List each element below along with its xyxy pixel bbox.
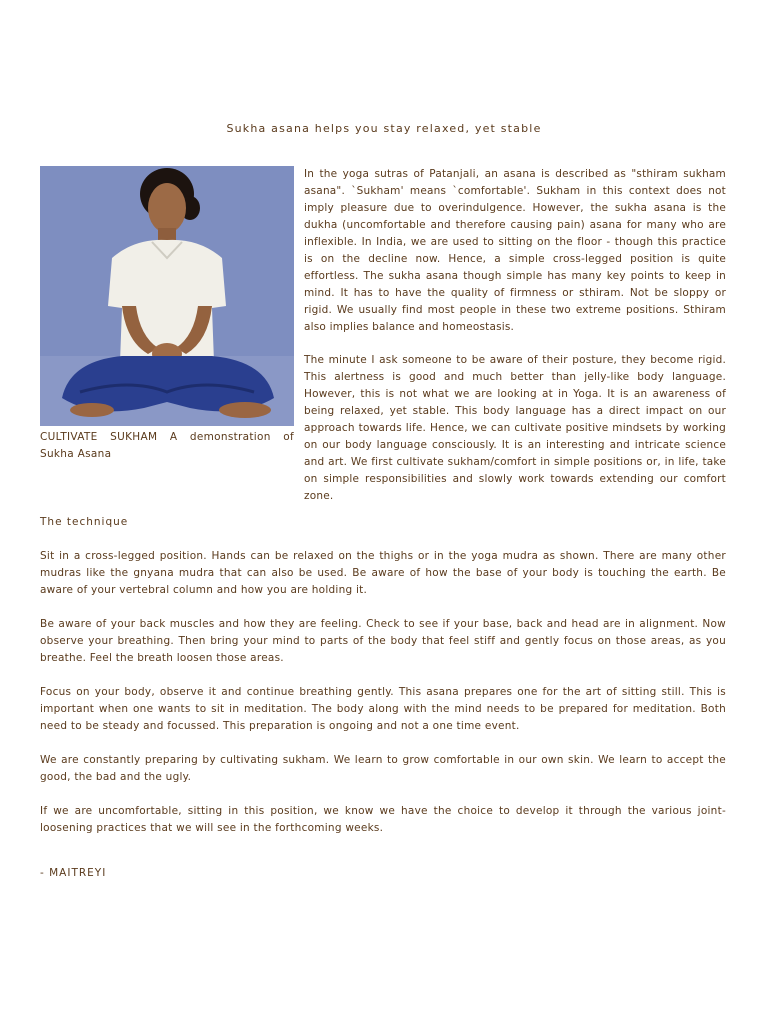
technique-paragraph-4: We are constantly preparing by cultivating sukham. We learn to grow comfortable in our own skin. We learn to accept the good, the bad and the ugly. <box>40 754 726 783</box>
article-subtitle: Sukha asana helps you stay relaxed, yet stable <box>226 122 542 135</box>
intro-paragraph-1: In the yoga sutras of Patanjali, an asana is described as "sthiram sukham asana". `Sukham' means `comfortable'. Sukham in this context does not imply pleasure due to overindulgence. However, the sukha asana is the dukha (uncomfortable and therefore causing pain) asana for many who are inflexible. In India, we are used to sitting on the floor - though this practice is on the decline now. Hence, a simple cross-legged position is quite effortless. The sukha asana though simple has many key points to keep in mind. It has to have the quality of firmness or sthiram. Not be sloppy or rigid. We usually find most people in these two extreme positions. Sthiram also implies balance and homeostasis. <box>304 168 726 333</box>
photo-caption: CULTIVATE SUKHAM A demonstration of Sukha Asana <box>40 431 294 460</box>
intro-text <box>304 166 726 521</box>
technique-paragraph-3: Focus on your body, observe it and continue breathing gently. This asana prepares one for the art of sitting still. This is important when one wants to sit in meditation. The body along with the mind needs to be prepared for meditation. Both need to be steady and focussed. This preparation is ongoing and not a one time event. <box>40 686 726 732</box>
technique-heading: The technique <box>40 516 129 528</box>
technique-paragraph-5: If we are uncomfortable, sitting in this position, we know we have the choice to develop it through the various joint-loosening practices that we will see in the forthcoming weeks. <box>40 805 726 834</box>
yoga-photo <box>40 166 294 426</box>
technique-paragraph-2: Be aware of your back muscles and how they are feeling. Check to see if your base, back and head are in alignment. Now observe your breathing. Then bring your mind to parts of the body that feel stiff and gently focus on those areas, as you breathe. Feel the breath loosen those areas. <box>40 618 726 664</box>
yoga-illustration <box>40 166 294 426</box>
intro-paragraph-2: The minute I ask someone to be aware of their posture, they become rigid. This alertness is good and much better than jelly-like body language. However, this is not what we are looking at in Yoga. It is an awareness of being relaxed, yet stable. This body language has a direct impact on our approach towards life. Hence, we can cultivate positive mindsets by working on our body language consciously. It is an interesting and intricate science and art. We first cultivate sukham/comfort in simple positions or, in life, take on simple responsibilities and slowly work towards extending our comfort zone. <box>304 354 726 502</box>
technique-section <box>40 514 726 899</box>
technique-paragraph-1: Sit in a cross-legged position. Hands can be relaxed on the thighs or in the yoga mudra as shown. There are many other mudras like the gnyana mudra that can also be used. Be aware of how the base of your body is touching the earth. Be aware of your vertebral column and how you are holding it. <box>40 550 726 596</box>
author-byline: - MAITREYI <box>40 867 107 879</box>
